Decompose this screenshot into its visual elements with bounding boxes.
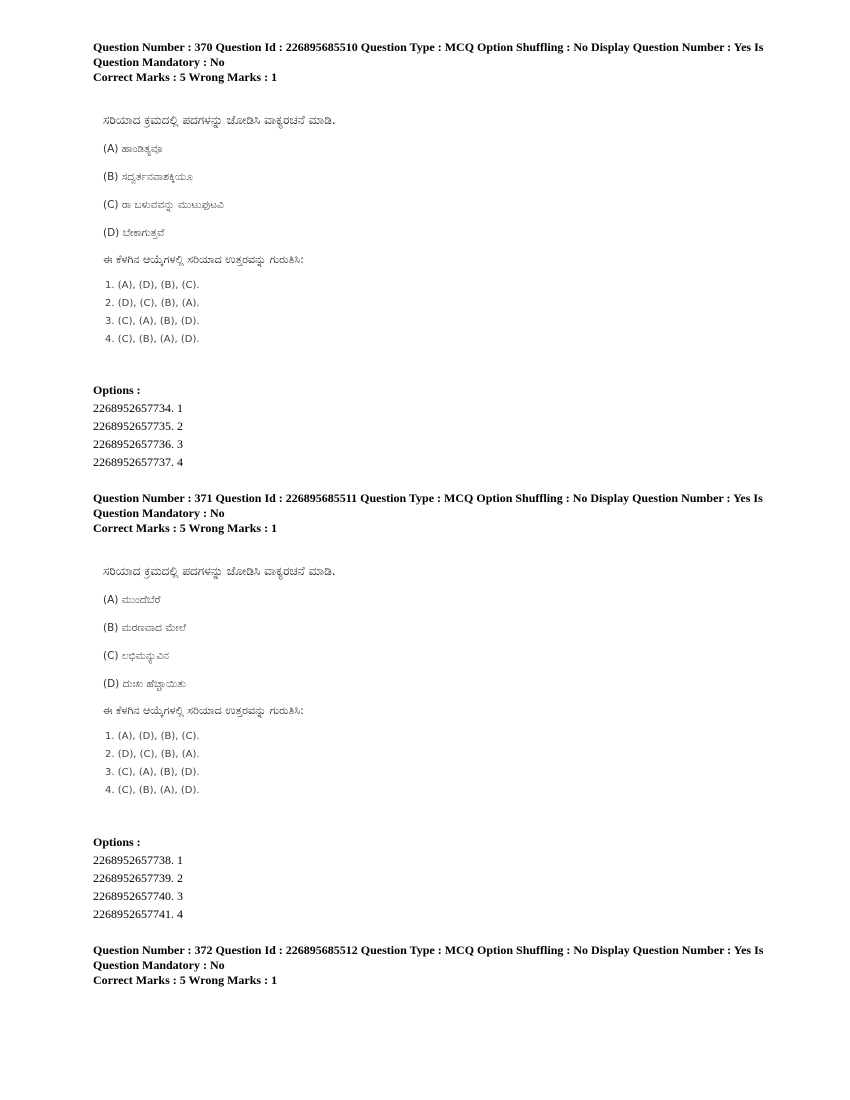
answer-choice: 2. (D), (C), (B), (A). bbox=[105, 749, 200, 760]
question-stem: ಸರಿಯಾದ ಕ್ರಮದಲ್ಲಿ ಪದಗಳನ್ನು ಜೋಡಿಸಿ ವಾಕ್ಯರಚನೆ ಮಾಡಿ. bbox=[103, 113, 336, 127]
answer-choice: 1. (A), (D), (B), (C). bbox=[105, 731, 200, 742]
options-label: Options : bbox=[93, 383, 141, 397]
option-item: 2268952657741. 4 bbox=[93, 907, 183, 921]
option-item: 2268952657738. 1 bbox=[93, 853, 183, 867]
question-body bbox=[103, 112, 523, 349]
answer-choice: 2. (D), (C), (B), (A). bbox=[105, 298, 200, 309]
statement-a: (A) ಹಾಂಡಿತ್ಯವೂ bbox=[103, 143, 163, 155]
question-body bbox=[103, 563, 523, 800]
statement-c: (C) ರಾ ಬಳುವವನ್ನು ಮುಟುಫುಟವಿ bbox=[103, 199, 224, 211]
question-header bbox=[93, 943, 793, 988]
answer-choice: 1. (A), (D), (B), (C). bbox=[105, 280, 200, 291]
question-meta-line: Question Number : 370 Question Id : 226895685510 Question Type : MCQ Option Shuffling : No Display Question Number : Yes Is bbox=[93, 40, 764, 54]
question-instruction: ಈ ಕೆಳಗಿನ ಆಯ್ಕೆಗಳಲ್ಲಿ ಸರಿಯಾದ ಉತ್ತರವನ್ನು ಗುರುತಿಸಿ: bbox=[103, 704, 304, 717]
question-instruction: ಈ ಕೆಳಗಿನ ಆಯ್ಕೆಗಳಲ್ಲಿ ಸರಿಯಾದ ಉತ್ತರವನ್ನು ಗುರುತಿಸಿ: bbox=[103, 253, 304, 266]
option-item: 2268952657735. 2 bbox=[93, 419, 183, 433]
statement-a: (A) ಮುಂದೆಬೆರೆ bbox=[103, 594, 161, 606]
answer-choice: 4. (C), (B), (A), (D). bbox=[105, 334, 200, 345]
statement-d: (D) ಬೇಕಾಗುತ್ತವೆ bbox=[103, 227, 165, 239]
answer-choice: 3. (C), (A), (B), (D). bbox=[105, 316, 200, 327]
question-meta-line: Question Number : 371 Question Id : 226895685511 Question Type : MCQ Option Shuffling : No Display Question Number : Yes Is bbox=[93, 491, 763, 505]
option-item: 2268952657736. 3 bbox=[93, 437, 183, 451]
question-marks-line: Correct Marks : 5 Wrong Marks : 1 bbox=[93, 70, 278, 84]
answer-choices bbox=[103, 728, 523, 800]
answer-choices bbox=[103, 277, 523, 349]
option-item: 2268952657737. 4 bbox=[93, 455, 183, 469]
answer-choice: 4. (C), (B), (A), (D). bbox=[105, 785, 200, 796]
option-item: 2268952657740. 3 bbox=[93, 889, 183, 903]
options-label: Options : bbox=[93, 835, 141, 849]
statement-b: (B) ಮರಣವಾದ ಮೇಲೆ bbox=[103, 622, 186, 634]
statement-d: (D) ದುಃಖ ಹೆಚ್ಚಾಯಿತು bbox=[103, 678, 187, 690]
statement-c: (C) ಲಭಿಮನ್ಯುವಿನ bbox=[103, 650, 169, 662]
question-marks-line: Correct Marks : 5 Wrong Marks : 1 bbox=[93, 973, 278, 987]
options-block bbox=[93, 833, 393, 923]
question-marks-line: Correct Marks : 5 Wrong Marks : 1 bbox=[93, 521, 278, 535]
answer-choice: 3. (C), (A), (B), (D). bbox=[105, 767, 200, 778]
option-item: 2268952657734. 1 bbox=[93, 401, 183, 415]
option-item: 2268952657739. 2 bbox=[93, 871, 183, 885]
question-stem: ಸರಿಯಾದ ಕ್ರಮದಲ್ಲಿ ಪದಗಳನ್ನು ಜೋಡಿಸಿ ವಾಕ್ಯರಚನೆ ಮಾಡಿ. bbox=[103, 564, 336, 578]
statement-b: (B) ಸದ್ವರ್ತನವಾಶಕ್ಕಿಯೂ bbox=[103, 171, 193, 183]
question-header bbox=[93, 491, 793, 536]
question-mandatory-line: Question Mandatory : No bbox=[93, 506, 225, 520]
question-mandatory-line: Question Mandatory : No bbox=[93, 958, 225, 972]
question-header bbox=[93, 40, 793, 85]
question-meta-line: Question Number : 372 Question Id : 226895685512 Question Type : MCQ Option Shuffling : No Display Question Number : Yes Is bbox=[93, 943, 764, 957]
question-mandatory-line: Question Mandatory : No bbox=[93, 55, 225, 69]
options-block bbox=[93, 381, 393, 471]
